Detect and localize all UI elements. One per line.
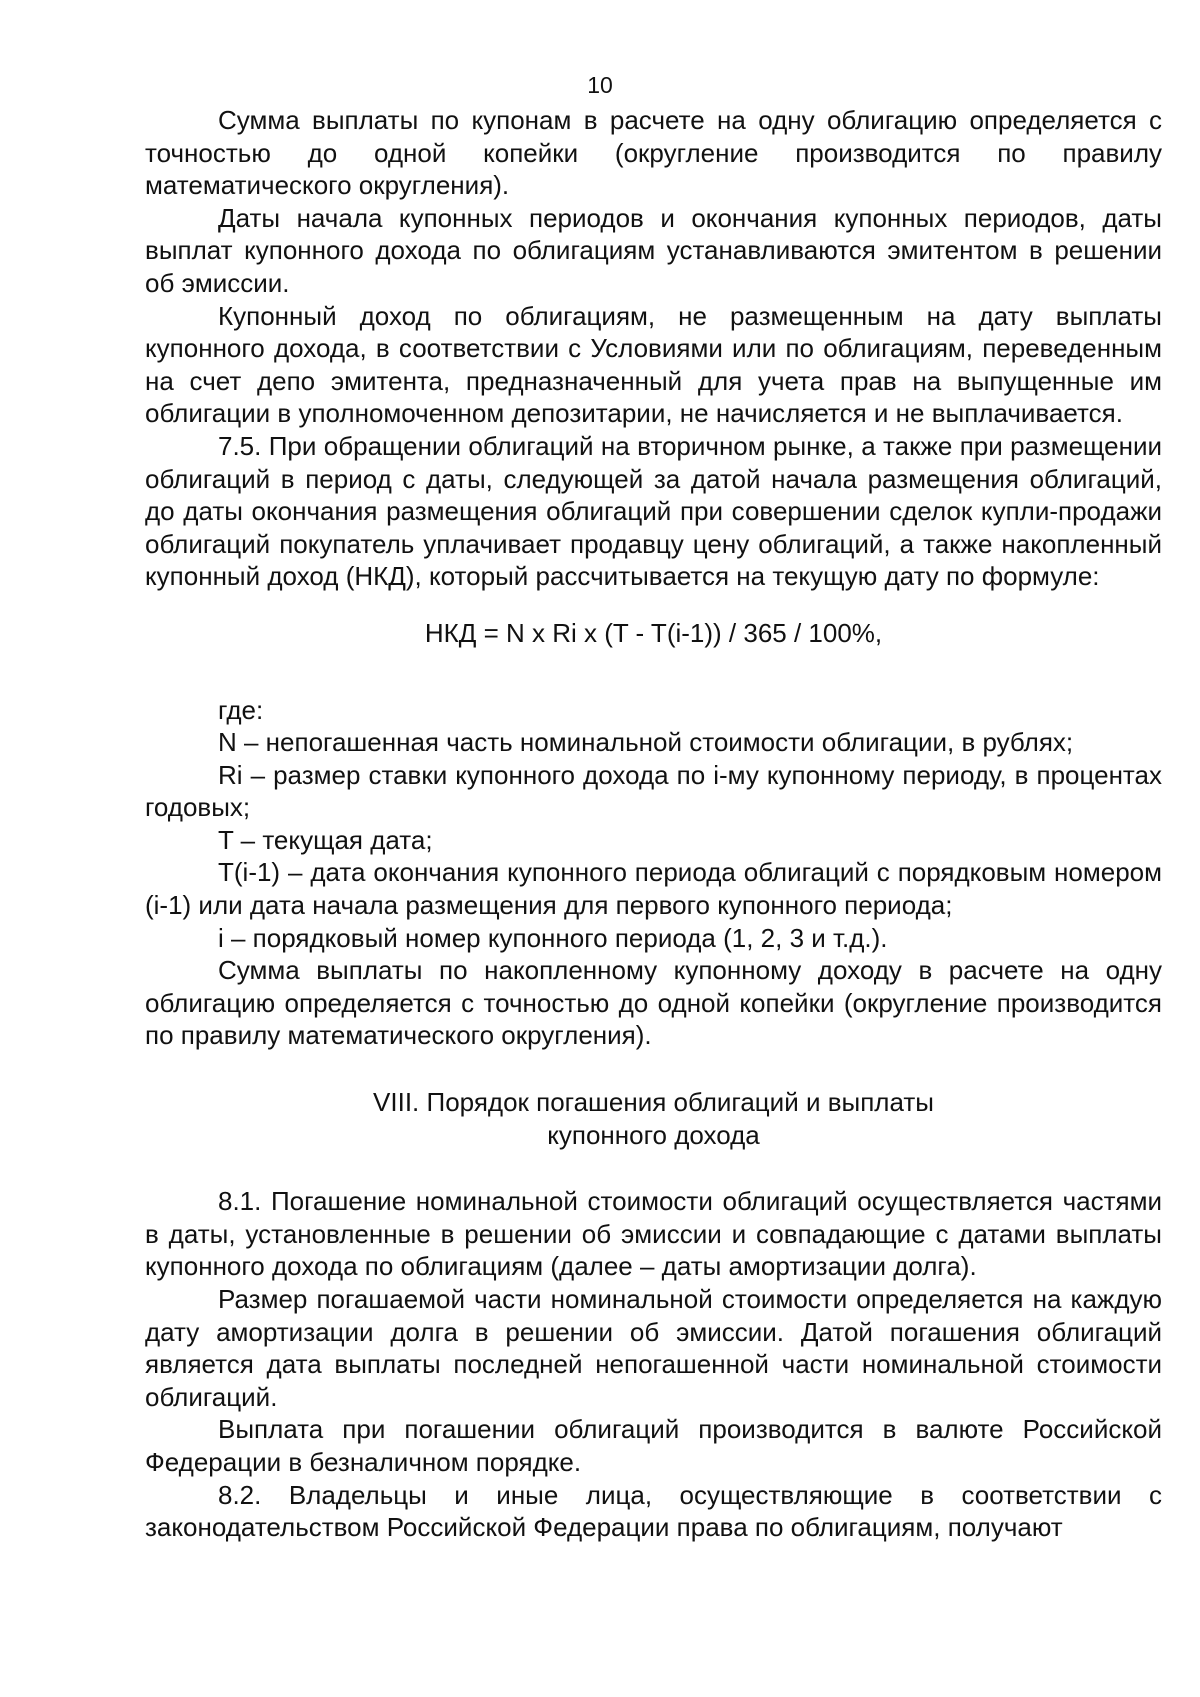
paragraph-coupon-sum: Сумма выплаты по купонам в расчете на одну облигацию определяется с точностью до одной копейки (округление производится по правилу математического округления). <box>145 105 1162 201</box>
definition-ri: Ri – размер ставки купонного дохода по i-му купонному периоду, в процентах годовых; <box>145 759 1162 823</box>
section-heading-viii <box>145 1086 1162 1151</box>
section-heading-line1: VIII. Порядок погашения облигаций и выплаты <box>373 1087 934 1118</box>
definition-t: T – текущая дата; <box>218 824 433 855</box>
page-number: 10 <box>587 72 613 98</box>
document-body <box>145 104 1162 1544</box>
paragraph-8-1: 8.1. Погашение номинальной стоимости облигаций осуществляется частями в даты, установленные в решении об эмиссии и совпадающие с датами выплаты купонного дохода по облигациям (далее – даты амортизации долга). <box>145 1186 1162 1282</box>
paragraph-payment-currency: Выплата при погашении облигаций производится в валюте Российской Федерации в безналичном порядке. <box>145 1414 1162 1477</box>
paragraph-8-2: 8.2. Владельцы и иные лица, осуществляющие в соответствии с законодательством Российской Федерации права по облигациям, получают <box>145 1479 1162 1543</box>
paragraph-secondary-market: 7.5. При обращении облигаций на вторичном рынке, а также при размещении облигаций в период с даты, следующей за датой начала размещения облигаций, до даты окончания размещения облигаций при совершении сделок купли-продажи облигаций покупатель уплачивает продавцу цену облигаций, а также накопленный купонный доход (НКД), который рассчитывается на текущую дату по формуле: <box>145 430 1162 592</box>
paragraph-coupon-dates: Даты начала купонных периодов и окончания купонных периодов, даты выплат купонного дохода по облигациям устанавливаются эмитентом в решении об эмиссии. <box>145 202 1162 298</box>
definition-n: N – непогашенная часть номинальной стоимости облигации, в рублях; <box>218 727 1074 758</box>
definition-t-prev: T(i-1) – дата окончания купонного периода облигаций с порядковым номером (i-1) или дата начала размещения для первого купонного периода; <box>145 857 1162 921</box>
paragraph-nkd-rounding: Сумма выплаты по накопленному купонному доходу в расчете на одну облигацию определяется с точностью до одной копейки (округление производится по правилу математического округления). <box>145 955 1162 1051</box>
formula-nkd: НКД = N x Ri x (T - T(i-1)) / 365 / 100%, <box>424 617 883 648</box>
paragraph-unplaced-bonds: Купонный доход по облигациям, не размещенным на дату выплаты купонного дохода, в соответствии с Условиями или по облигациям, переведенным на счет депо эмитента, предназначенный для учета прав на выпущенные им облигации в уполномоченном депозитарии, не начисляется и не выплачивается. <box>145 300 1162 429</box>
definition-where: где: <box>218 694 264 725</box>
section-heading-line2: купонного дохода <box>547 1119 760 1150</box>
paragraph-amortization-size: Размер погашаемой части номинальной стоимости определяется на каждую дату амортизации долга в решении об эмиссии. Датой погашения облигаций является дата выплаты последней непогашенной части номинальной стоимости облигаций. <box>145 1284 1162 1412</box>
definition-i: i – порядковый номер купонного периода (1, 2, 3 и т.д.). <box>218 922 888 953</box>
